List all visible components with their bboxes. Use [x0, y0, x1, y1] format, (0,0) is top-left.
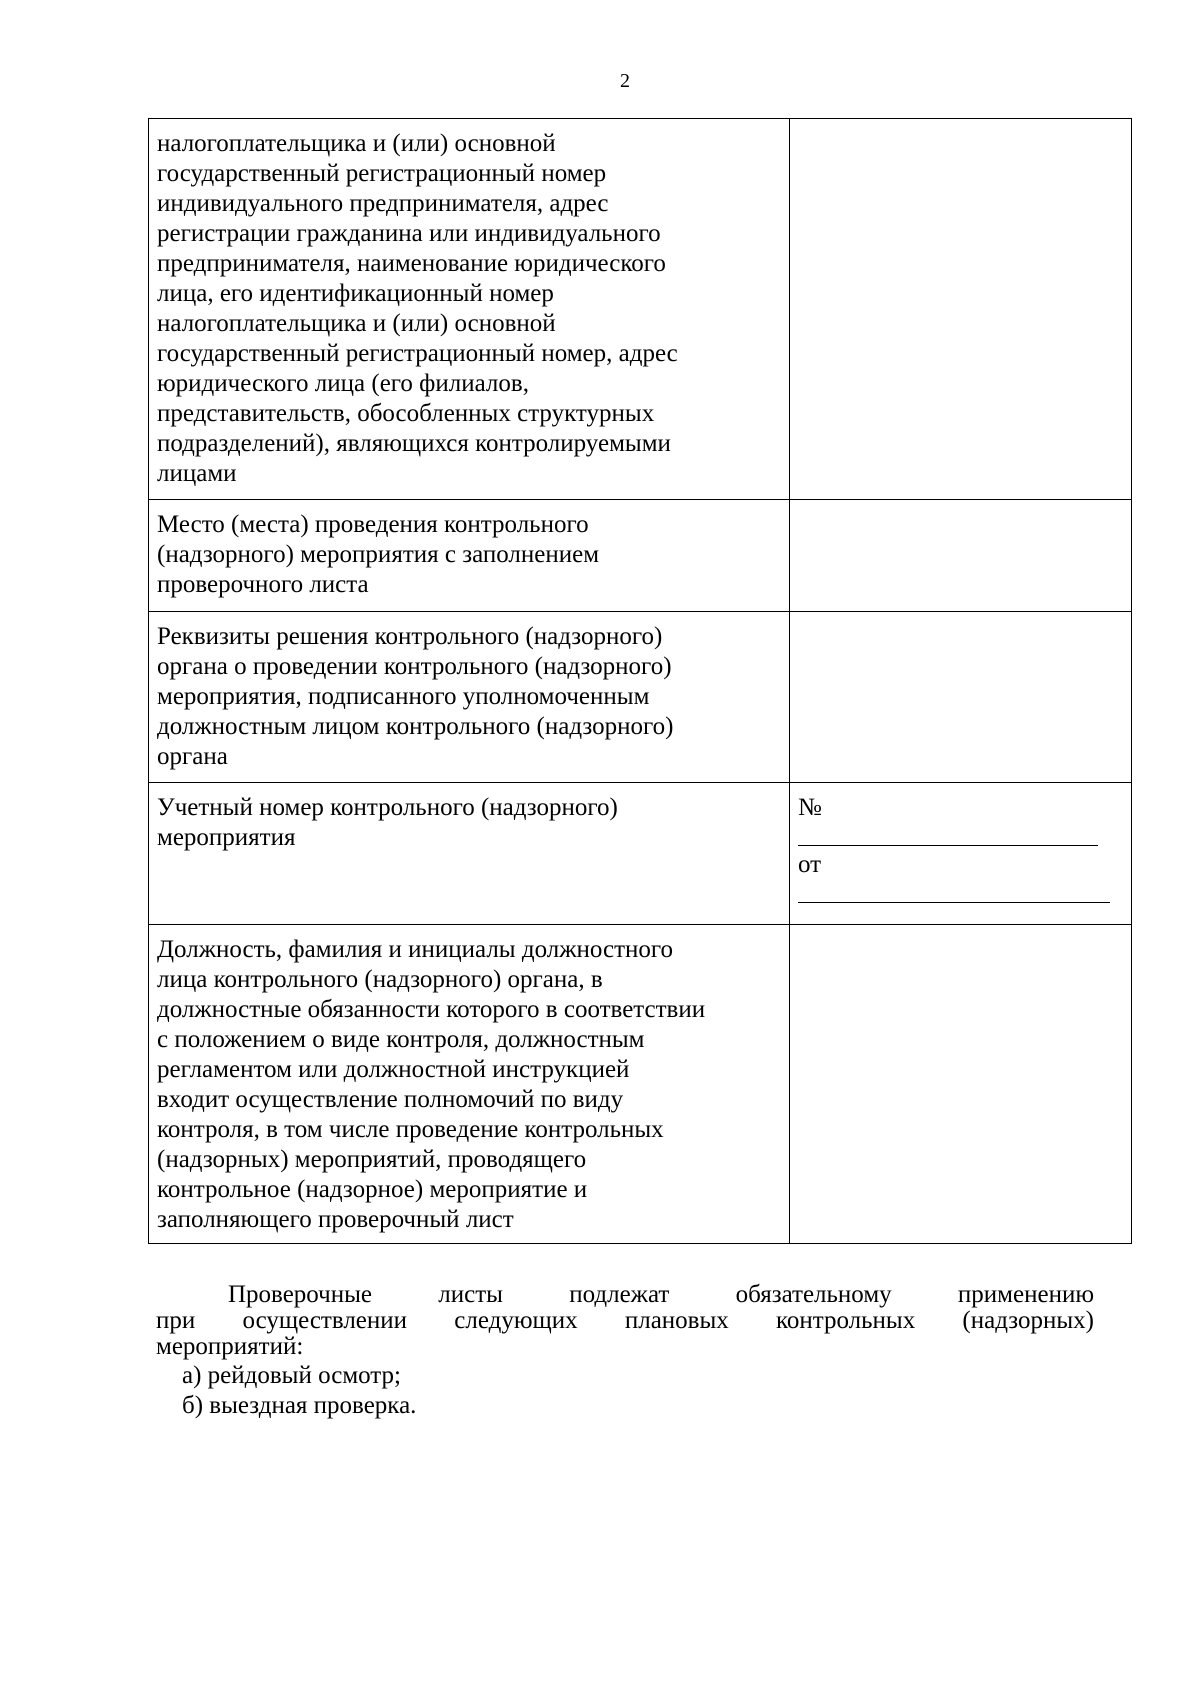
- table-row: [149, 925, 1132, 1244]
- table-row: [149, 783, 1132, 925]
- table-row: [149, 119, 1132, 500]
- date-blank-line[interactable]: [798, 880, 1110, 903]
- checklist-requisites-table: [148, 118, 1132, 1244]
- number-blank-line[interactable]: [798, 823, 1098, 846]
- checklist-usage-paragraph: [156, 1282, 1094, 1360]
- page-number: 2: [620, 70, 630, 92]
- row-label-inspection-place: Место (места) проведения контрольного (надзорного) мероприятия с заполнением проверочного листа: [149, 500, 790, 612]
- table-row: [149, 612, 1132, 783]
- table-row: [149, 500, 1132, 612]
- row-value-inspection-place[interactable]: [790, 500, 1132, 612]
- paragraph-line-2: при осуществлении следующих плановых контрольных (надзорных): [156, 1307, 1094, 1334]
- list-item: б) выездная проверка.: [182, 1392, 417, 1419]
- row-value-taxpayer-info[interactable]: [790, 119, 1132, 500]
- row-label-taxpayer-info: налогоплательщика и (или) основной государственный регистрационный номер индивидуального предпринимателя, адрес регистрации гражданина или индивидуального предпринимателя, наименование юридического лица, его идентификационный номер налогоплательщика и (или) основной государственный регистрационный номер, адрес юридического лица (его филиалов, представительств, обособленных структурных подразделений), являющихся контролируемыми лицами: [149, 119, 790, 500]
- list-item: а) рейдовый осмотр;: [182, 1362, 401, 1389]
- number-prefix: №: [798, 794, 822, 821]
- paragraph-line-1: Проверочные листы подлежат обязательному применению: [228, 1281, 1094, 1308]
- row-label-decision-requisites: Реквизиты решения контрольного (надзорного) органа о проведении контрольного (надзорного) мероприятия, подписанного уполномоченным должностным лицом контрольного (надзорного) органа: [149, 612, 790, 783]
- row-value-decision-requisites[interactable]: [790, 612, 1132, 783]
- row-label-registration-number: Учетный номер контрольного (надзорного) мероприятия: [149, 783, 790, 925]
- row-value-official-position[interactable]: [790, 925, 1132, 1244]
- inspection-types-list: [182, 1361, 416, 1421]
- date-prefix: от: [798, 851, 822, 878]
- row-label-official-position: Должность, фамилия и инициалы должностного лица контрольного (надзорного) органа, в должностные обязанности которого в соответствии с положением о виде контроля, должностным регламентом или должностной инструкцией входит осуществление полномочий по виду контроля, в том числе проведение контрольных (надзорных) мероприятий, проводящего контрольное (надзорное) мероприятие и заполняющего проверочный лист: [149, 925, 790, 1244]
- row-value-registration-number: [790, 783, 1132, 925]
- paragraph-line-3: мероприятий:: [156, 1333, 304, 1360]
